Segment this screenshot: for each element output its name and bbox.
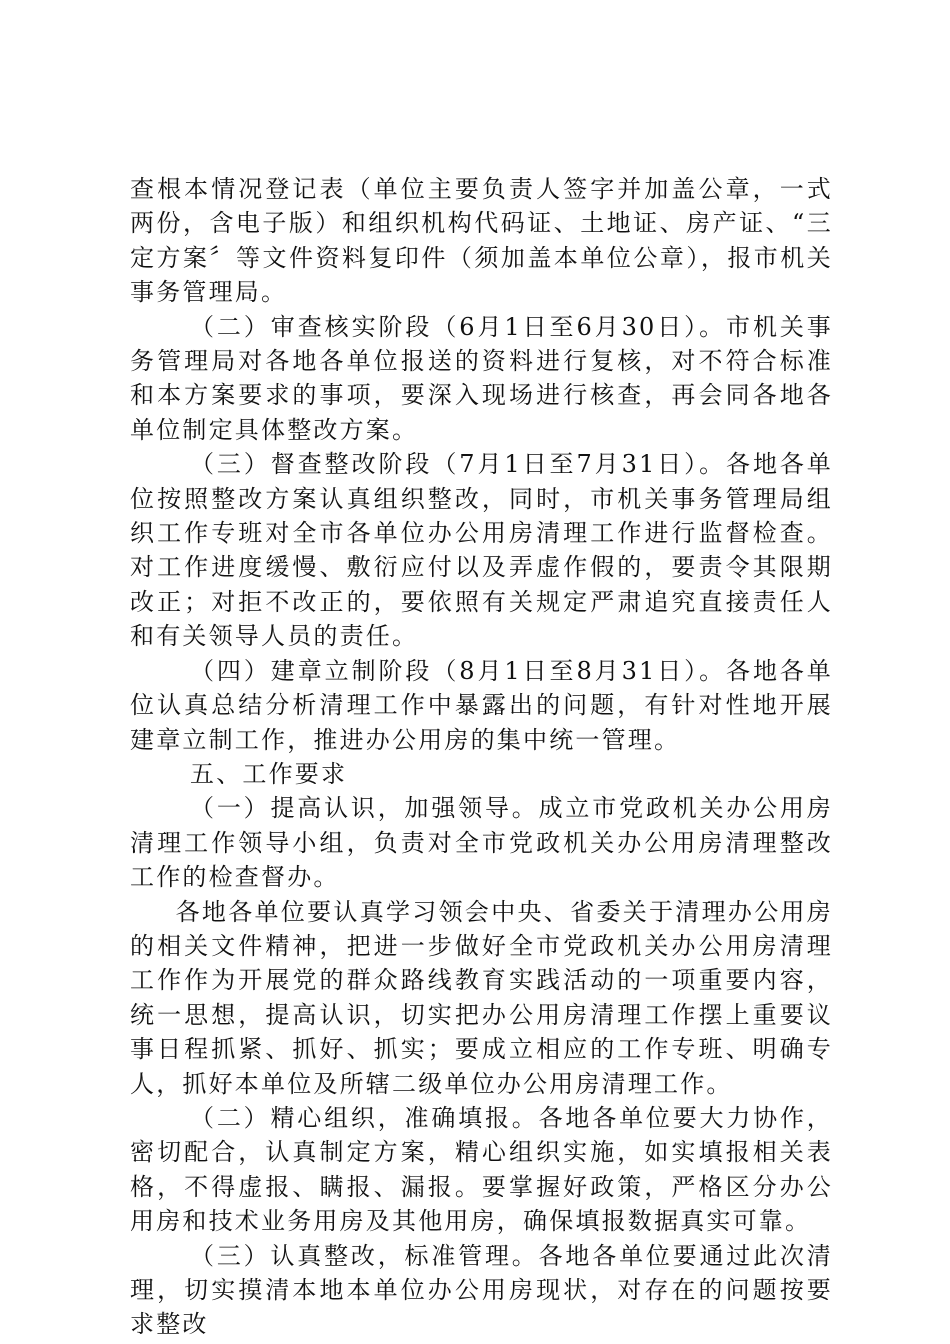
paragraph-accurate-reporting: （二）精心组织，准确填报。各地各单位要大力协作，密切配合，认真制定方案，精心组织实施，如实填报相关表格，不得虚报、瞒报、漏报。要掌握好政策，严格区分办公用房和技术业务用房及其他用房，确保填报数据真实可靠。: [130, 1103, 833, 1236]
paragraph-rectification: （三）认真整改，标准管理。各地各单位要通过此次清理，切实摸清本地本单位办公用房现状，对存在的问题按要求整改: [130, 1241, 833, 1339]
paragraph-study-documents: 各地各单位要认真学习领会中央、省委关于清理办公用房的相关文件精神，把进一步做好全市党政机关办公用房清理工作作为开展党的群众路线教育实践活动的一项重要内容，统一思想，提高认识，切实把办公用房清理工作摆上重要议事日程抓紧、抓好、抓实；要成立相应的工作专班、明确专人，抓好本单位及所辖二级单位办公用房清理工作。: [130, 897, 833, 1098]
paragraph-review-stage: （二）审查核实阶段（6月1日至6月30日）。市机关事务管理局对各地各单位报送的资料进行复核，对不符合标准和本方案要求的事项，要深入现场进行核查，再会同各地各单位制定具体整改方案。: [130, 312, 833, 444]
paragraph-leadership: （一）提高认识，加强领导。成立市党政机关办公用房清理工作领导小组，负责对全市党政机关办公用房清理整改工作的检查督办。: [130, 794, 833, 892]
paragraph-registration-materials: 查根本情况登记表（单位主要负责人签字并加盖公章，一式两份，含电子版）和组织机构代码证、土地证、房产证、“三定方案〞等文件资料复印件（须加盖本单位公章），报市机关事务管理局。: [130, 175, 833, 307]
paragraph-regulation-stage: （四）建章立制阶段（8月1日至8月31日）。各地各单位认真总结分析清理工作中暴露出的问题，有针对性地开展建章立制工作，推进办公用房的集中统一管理。: [130, 656, 833, 754]
section-heading-work-requirements: 五、工作要求: [190, 759, 348, 788]
document-body: [130, 172, 833, 1342]
paragraph-inspection-stage: （三）督查整改阶段（7月1日至7月31日）。各地各单位按照整改方案认真组织整改，同时，市机关事务管理局组织工作专班对全市各单位办公用房清理工作进行监督检查。对工作进度缓慢、敷衍应付以及弄虚作假的，要责令其限期改正；对拒不改正的，要依照有关规定严肃追究直接责任人和有关领导人员的责任。: [130, 450, 833, 651]
